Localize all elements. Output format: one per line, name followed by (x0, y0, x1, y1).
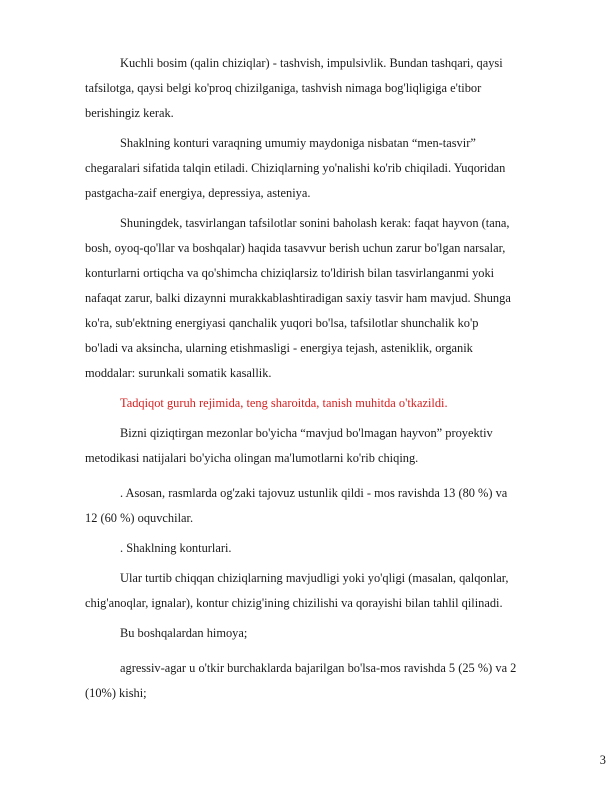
paragraph-3-line-3: konturlarni ortiqcha va qo'shimcha chiziqlarsiz to'ldirish bilan tasvirlanganmi yoki (85, 266, 495, 280)
paragraph-1-line-2: tafsilotga, qaysi belgi ko'proq chizilganiga, tashvish nimaga bog'liqligiga e'tibor (85, 81, 482, 95)
paragraph-1-line-3: berishingiz kerak. (85, 106, 174, 120)
paragraph-3-line-2: bosh, oyoq-qo'llar va boshqalar) haqida tasavvur berish uchun zarur bo'lgan narsalar, (85, 241, 506, 255)
paragraph-5-line-2: metodikasi natijalari bo'yicha olingan ma'lumotlarni ko'rib chiqing. (85, 451, 419, 465)
paragraph-3-line-7: moddalar: surunkali somatik kasallik. (85, 366, 272, 380)
highlighted-sentence: Tadqiqot guruh rejimida, teng sharoitda, tanish muhitda o'tkazildi. (120, 396, 448, 410)
paragraph-7-line-1: . Shaklning konturlari. (120, 541, 232, 555)
paragraph-8-line-1: Ular turtib chiqqan chiziqlarning mavjudligi yoki yo'qligi (masalan, qalqonlar, (120, 571, 509, 585)
paragraph-10-line-1: agressiv-agar u o'tkir burchaklarda bajarilgan bo'lsa-mos ravishda 5 (25 %) va 2 (120, 661, 517, 675)
paragraph-10-line-2: (10%) kishi; (85, 686, 147, 700)
paragraph-6-line-1: . Asosan, rasmlarda og'zaki tajovuz ustunlik qildi - mos ravishda 13 (80 %) va (120, 486, 508, 500)
paragraph-2-line-1: Shaklning konturi varaqning umumiy maydoniga nisbatan “men-tasvir” (120, 136, 476, 150)
paragraph-3-line-1: Shuningdek, tasvirlangan tafsilotlar sonini baholash kerak: faqat hayvon (tana, (120, 216, 510, 230)
paragraph-2-line-2: chegaralari sifatida talqin etiladi. Chiziqlarning yo'nalishi ko'rib chiqiladi. Yuqoridan (85, 161, 506, 175)
page-number: 3 (599, 753, 606, 767)
paragraph-3-line-6: bo'ladi va aksincha, ularning etishmasligi - energiya tejash, asteniklik, organik (85, 341, 473, 355)
paragraph-3-line-5: ko'ra, sub'ektning energiyasi qanchalik yuqori bo'lsa, tafsilotlar shunchalik ko'p (85, 316, 479, 330)
paragraph-5-line-1: Bizni qiziqtirgan mezonlar bo'yicha “mavjud bo'lmagan hayvon” proyektiv (120, 426, 493, 440)
paragraph-9-line-1: Bu boshqalardan himoya; (120, 626, 248, 640)
paragraph-8-line-2: chig'anoqlar, ignalar), kontur chizig'ining chizilishi va qorayishi bilan tahlil qilinadi. (85, 596, 503, 610)
paragraph-6-line-2: 12 (60 %) oquvchilar. (85, 511, 194, 525)
paragraph-2-line-3: pastgacha-zaif energiya, depressiya, asteniya. (85, 186, 311, 200)
paragraph-3-line-4: nafaqat zarur, balki dizaynni murakkablashtiradigan saxiy tasvir ham mavjud. Shunga (85, 291, 511, 305)
paragraph-1-line-1: Kuchli bosim (qalin chiziqlar) - tashvish, impulsivlik. Bundan tashqari, qaysi (120, 56, 503, 70)
